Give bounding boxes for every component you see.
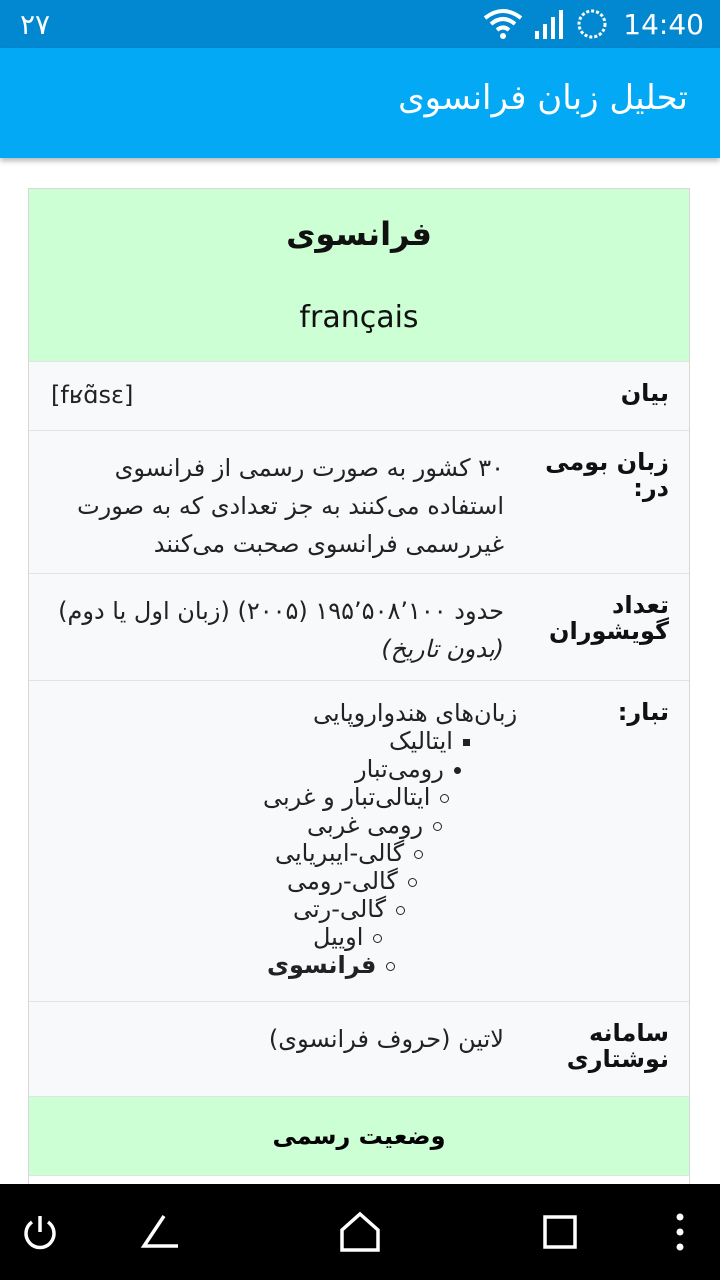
native-to-label: زبان بومی در: — [545, 448, 669, 502]
row-speakers — [29, 573, 689, 680]
family-item-label: رومی‌تبار — [355, 755, 444, 783]
row-pronunciation — [29, 361, 689, 430]
native-to-value: ۳۰ کشور به صورت رسمی از فرانسوی استفاده می‌کنند به جز تعدادی که به صورت غیررسمی فرانسوی صحبت می‌کنند — [77, 454, 504, 558]
family-item-label: ایتالیک — [389, 727, 453, 755]
family-item-label: اوییل — [313, 923, 364, 951]
signal-icon — [533, 9, 565, 39]
speakers-value: حدود ۱۹۵٬۵۰۸٬۱۰۰ (۲۰۰۵) (زبان اول یا دوم) — [58, 597, 504, 625]
circle-bullet-icon — [414, 850, 423, 859]
family-item[interactable] — [275, 839, 423, 867]
family-item[interactable] — [313, 923, 382, 951]
circle-bullet-icon — [373, 934, 382, 943]
circle-bullet-icon — [386, 962, 395, 971]
home-icon[interactable] — [330, 1184, 390, 1280]
family-item-label: گالی-رومی — [287, 867, 398, 895]
pronunciation-value: [fʁɑ̃sɛ] — [51, 381, 134, 409]
row-family — [29, 680, 689, 1001]
family-label: تبار: — [617, 698, 669, 726]
content-scroll[interactable] — [0, 158, 720, 1184]
family-item[interactable] — [263, 783, 449, 811]
family-item-label: رومی غربی — [307, 811, 424, 839]
angle-icon[interactable] — [130, 1184, 190, 1280]
row-native-to — [29, 430, 689, 573]
circle-bullet-icon — [433, 822, 442, 831]
recents-icon[interactable] — [530, 1184, 590, 1280]
family-item-label: گالی-ایبریایی — [275, 839, 405, 867]
navigation-bar — [0, 1184, 720, 1280]
family-item-label: گالی-رتی — [293, 895, 386, 923]
family-item-label: ایتالی‌تبار و غربی — [263, 783, 431, 811]
family-item[interactable] — [293, 895, 405, 923]
status-bar — [0, 0, 720, 48]
app-bar — [0, 48, 720, 158]
circle-bullet-icon — [396, 906, 405, 915]
page-title: تحلیل زبان فرانسوی — [398, 78, 688, 118]
family-item-label: فرانسوی — [267, 951, 377, 979]
circle-bullet-icon — [408, 878, 417, 887]
family-item-current[interactable] — [267, 951, 395, 979]
family-item[interactable] — [287, 867, 417, 895]
sync-ring-icon — [575, 7, 609, 41]
speakers-label: تعداد گویشوران — [548, 591, 669, 645]
infobox-native-name: français — [29, 279, 689, 361]
row-script — [29, 1001, 689, 1096]
power-icon[interactable] — [10, 1184, 70, 1280]
disc-bullet-icon — [454, 767, 461, 774]
pronunciation-label: بیان — [620, 379, 669, 407]
status-number: ۲۷ — [20, 8, 51, 41]
speakers-note: (بدون تاریخ) — [381, 635, 504, 663]
row-partial — [29, 1175, 689, 1184]
status-clock: 14:40 — [623, 7, 704, 41]
more-vert-icon[interactable] — [650, 1184, 710, 1280]
circle-bullet-icon — [440, 794, 449, 803]
infobox-title: فرانسوی — [29, 189, 689, 279]
square-bullet-icon — [463, 739, 470, 746]
family-item[interactable] — [355, 755, 461, 783]
script-label: سامانه نوشتاری — [566, 1019, 669, 1073]
script-value: لاتین (حروف فرانسوی) — [268, 1025, 504, 1053]
wifi-icon — [483, 8, 523, 40]
speakers-value-block — [51, 592, 504, 668]
family-item[interactable] — [307, 811, 442, 839]
family-item[interactable] — [389, 727, 470, 755]
language-infobox — [28, 188, 690, 1184]
section-official-status: وضعیت رسمی — [29, 1096, 689, 1175]
family-root[interactable] — [313, 699, 517, 727]
family-root-label: زبان‌های هندواروپایی — [313, 699, 518, 727]
